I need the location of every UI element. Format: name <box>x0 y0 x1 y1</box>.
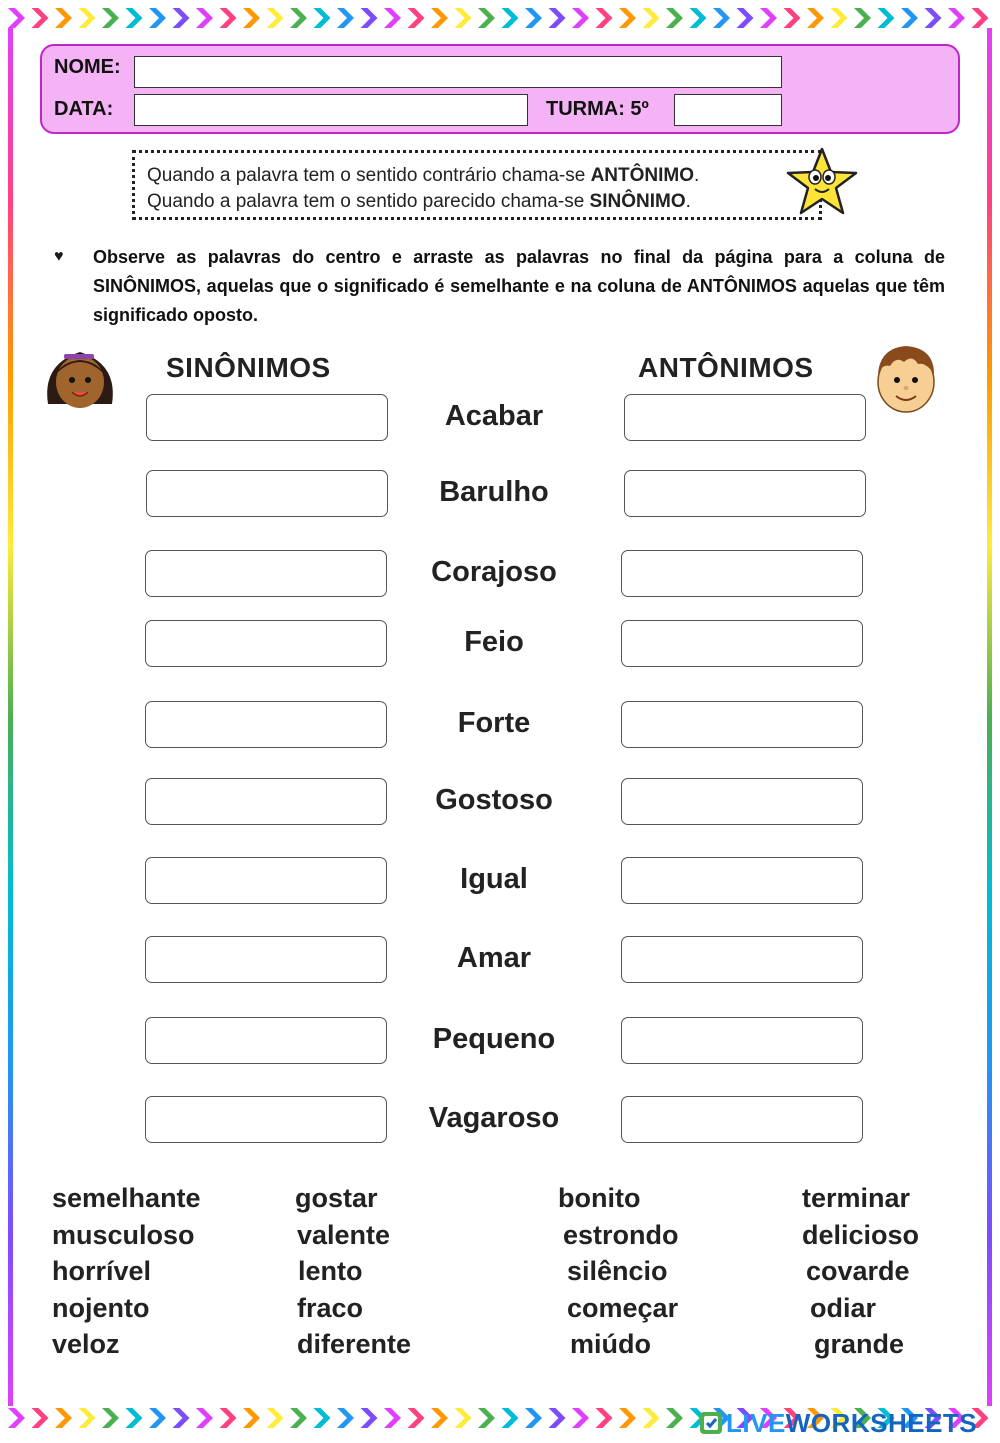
chevron-decoration-icon <box>643 1408 660 1428</box>
chevron-decoration-icon <box>431 1408 448 1428</box>
center-word: Gostoso <box>435 784 553 816</box>
chevron-decoration-icon <box>173 8 190 28</box>
draggable-word[interactable]: silêncio <box>567 1256 668 1286</box>
antonym-drop-box[interactable] <box>624 470 866 517</box>
chevron-decoration-icon <box>807 8 824 28</box>
chevron-decoration-icon <box>384 1408 401 1428</box>
chevron-decoration-icon <box>549 1408 566 1428</box>
draggable-word[interactable]: gostar <box>295 1183 378 1213</box>
center-word: Igual <box>460 863 528 895</box>
chevron-decoration-icon <box>478 8 495 28</box>
chevron-decoration-icon <box>102 8 119 28</box>
definition-box <box>132 150 822 220</box>
draggable-word[interactable]: miúdo <box>570 1329 651 1359</box>
chevron-decoration-icon <box>502 1408 519 1428</box>
name-label: NOME: <box>54 56 121 78</box>
chevron-decoration-icon <box>760 8 777 28</box>
chevron-decoration-icon <box>290 1408 307 1428</box>
antonym-drop-box[interactable] <box>621 620 863 667</box>
chevron-decoration-icon <box>643 8 660 28</box>
chevron-decoration-icon <box>408 1408 425 1428</box>
chevron-decoration-icon <box>220 1408 237 1428</box>
chevron-decoration-icon <box>196 8 213 28</box>
chevron-decoration-icon <box>126 8 143 28</box>
chevron-decoration-icon <box>572 8 589 28</box>
antonym-drop-box[interactable] <box>621 550 863 597</box>
top-chevron-border <box>0 0 1000 36</box>
synonym-drop-box[interactable] <box>146 470 388 517</box>
chevron-decoration-icon <box>784 8 801 28</box>
synonym-definition: Quando a palavra tem o sentido parecido chama-se SINÔNIMO. <box>147 191 691 212</box>
draggable-word[interactable]: terminar <box>802 1183 911 1213</box>
chevron-decoration-icon <box>314 1408 331 1428</box>
chevron-decoration-icon <box>337 1408 354 1428</box>
center-word: Vagaroso <box>428 1102 560 1134</box>
chevron-decoration-icon <box>243 1408 260 1428</box>
chevron-decoration-icon <box>525 1408 542 1428</box>
chevron-decoration-icon <box>55 1408 72 1428</box>
antonym-drop-box[interactable] <box>621 701 863 748</box>
center-word: Pequeno <box>432 1023 556 1055</box>
chevron-decoration-icon <box>549 8 566 28</box>
draggable-word[interactable]: bonito <box>558 1183 641 1213</box>
star-icon <box>786 146 858 218</box>
instructions-text: Observe as palavras do centro e arraste as palavras no final da página para a coluna de SINÔNIMOS, aquelas que o significado é semelhante e na coluna de ANTÔNIMOS aquelas que têm significado oposto. <box>93 247 945 325</box>
chevron-decoration-icon <box>854 8 871 28</box>
antonym-drop-box[interactable] <box>621 778 863 825</box>
chevron-decoration-icon <box>173 1408 190 1428</box>
chevron-decoration-icon <box>196 1408 213 1428</box>
draggable-word[interactable]: semelhante <box>52 1183 201 1213</box>
draggable-word[interactable]: odiar <box>810 1293 877 1323</box>
draggable-word[interactable]: grande <box>814 1329 905 1359</box>
synonym-drop-box[interactable] <box>145 1096 387 1143</box>
chevron-decoration-icon <box>408 8 425 28</box>
boy-avatar-icon <box>868 340 944 416</box>
chevron-decoration-icon <box>666 1408 683 1428</box>
antonym-definition: Quando a palavra tem o sentido contrário chama-se ANTÔNIMO. <box>147 165 700 186</box>
synonym-drop-box[interactable] <box>146 394 388 441</box>
chevron-decoration-icon <box>525 8 542 28</box>
synonyms-column-title: SINÔNIMOS <box>166 352 331 383</box>
center-word: Acabar <box>444 400 544 432</box>
chevron-decoration-icon <box>455 1408 472 1428</box>
antonyms-column-title: ANTÔNIMOS <box>638 352 814 383</box>
chevron-decoration-icon <box>878 8 895 28</box>
draggable-word[interactable]: musculoso <box>52 1220 195 1250</box>
date-field[interactable] <box>134 94 528 126</box>
chevron-decoration-icon <box>220 8 237 28</box>
chevron-decoration-icon <box>619 8 636 28</box>
chevron-decoration-icon <box>149 1408 166 1428</box>
chevron-decoration-icon <box>572 1408 589 1428</box>
student-info-header <box>40 44 960 134</box>
synonym-drop-box[interactable] <box>145 778 387 825</box>
chevron-decoration-icon <box>361 8 378 28</box>
girl-avatar-icon <box>38 344 122 414</box>
chevron-decoration-icon <box>314 8 331 28</box>
chevron-decoration-icon <box>32 1408 49 1428</box>
class-label: TURMA: 5º <box>546 98 649 120</box>
chevron-decoration-icon <box>690 8 707 28</box>
left-rainbow-border <box>8 28 13 1406</box>
chevron-decoration-icon <box>267 1408 284 1428</box>
chevron-decoration-icon <box>619 1408 636 1428</box>
chevron-decoration-icon <box>243 8 260 28</box>
center-word: Corajoso <box>431 556 557 588</box>
chevron-decoration-icon <box>79 1408 96 1428</box>
antonym-drop-box[interactable] <box>621 936 863 983</box>
synonym-drop-box[interactable] <box>145 936 387 983</box>
chevron-decoration-icon <box>737 8 754 28</box>
antonym-drop-box[interactable] <box>621 1096 863 1143</box>
chevron-decoration-icon <box>267 8 284 28</box>
chevron-decoration-icon <box>666 8 683 28</box>
chevron-decoration-icon <box>925 8 942 28</box>
chevron-decoration-icon <box>149 8 166 28</box>
chevron-decoration-icon <box>431 8 448 28</box>
synonym-drop-box[interactable] <box>145 857 387 904</box>
chevron-decoration-icon <box>455 8 472 28</box>
draggable-word[interactable]: diferente <box>297 1329 412 1359</box>
draggable-word[interactable]: fraco <box>297 1293 364 1323</box>
draggable-word[interactable]: estrondo <box>563 1220 679 1250</box>
class-field[interactable] <box>674 94 782 126</box>
chevron-decoration-icon <box>8 1408 25 1428</box>
chevron-decoration-icon <box>948 8 965 28</box>
liveworksheets-logo-icon <box>698 1410 724 1436</box>
chevron-decoration-icon <box>384 8 401 28</box>
heart-bullet-icon: ♥ <box>54 248 64 265</box>
right-rainbow-border <box>987 28 992 1406</box>
antonym-drop-box[interactable] <box>621 1017 863 1064</box>
synonym-drop-box[interactable] <box>145 550 387 597</box>
center-word: Amar <box>456 942 532 974</box>
chevron-decoration-icon <box>972 8 989 28</box>
draggable-word[interactable]: nojento <box>52 1293 150 1323</box>
chevron-decoration-icon <box>290 8 307 28</box>
chevron-decoration-icon <box>831 8 848 28</box>
chevron-decoration-icon <box>55 8 72 28</box>
chevron-decoration-icon <box>79 8 96 28</box>
liveworksheets-brand: LIVEWORKSHEETS <box>726 1408 978 1438</box>
center-word: Barulho <box>439 476 549 508</box>
antonym-drop-box[interactable] <box>624 394 866 441</box>
draggable-word[interactable]: delicioso <box>802 1220 920 1250</box>
draggable-word[interactable]: lento <box>298 1256 363 1286</box>
antonym-drop-box[interactable] <box>621 857 863 904</box>
chevron-decoration-icon <box>337 8 354 28</box>
chevron-decoration-icon <box>32 8 49 28</box>
center-word: Forte <box>457 707 531 739</box>
chevron-decoration-icon <box>713 8 730 28</box>
chevron-decoration-icon <box>502 8 519 28</box>
chevron-decoration-icon <box>361 1408 378 1428</box>
synonym-drop-box[interactable] <box>145 620 387 667</box>
chevron-decoration-icon <box>126 1408 143 1428</box>
chevron-decoration-icon <box>596 8 613 28</box>
chevron-decoration-icon <box>102 1408 119 1428</box>
chevron-decoration-icon <box>8 8 25 28</box>
draggable-word[interactable]: horrível <box>52 1256 152 1286</box>
draggable-word[interactable]: covarde <box>806 1256 910 1286</box>
synonym-drop-box[interactable] <box>145 1017 387 1064</box>
draggable-word[interactable]: começar <box>567 1293 679 1323</box>
synonym-drop-box[interactable] <box>145 701 387 748</box>
date-label: DATA: <box>54 98 114 120</box>
chevron-decoration-icon <box>596 1408 613 1428</box>
chevron-decoration-icon <box>901 8 918 28</box>
name-field[interactable] <box>134 56 782 88</box>
chevron-decoration-icon <box>478 1408 495 1428</box>
center-word: Feio <box>464 626 524 658</box>
draggable-word[interactable]: valente <box>297 1220 391 1250</box>
draggable-word[interactable]: veloz <box>52 1329 120 1359</box>
